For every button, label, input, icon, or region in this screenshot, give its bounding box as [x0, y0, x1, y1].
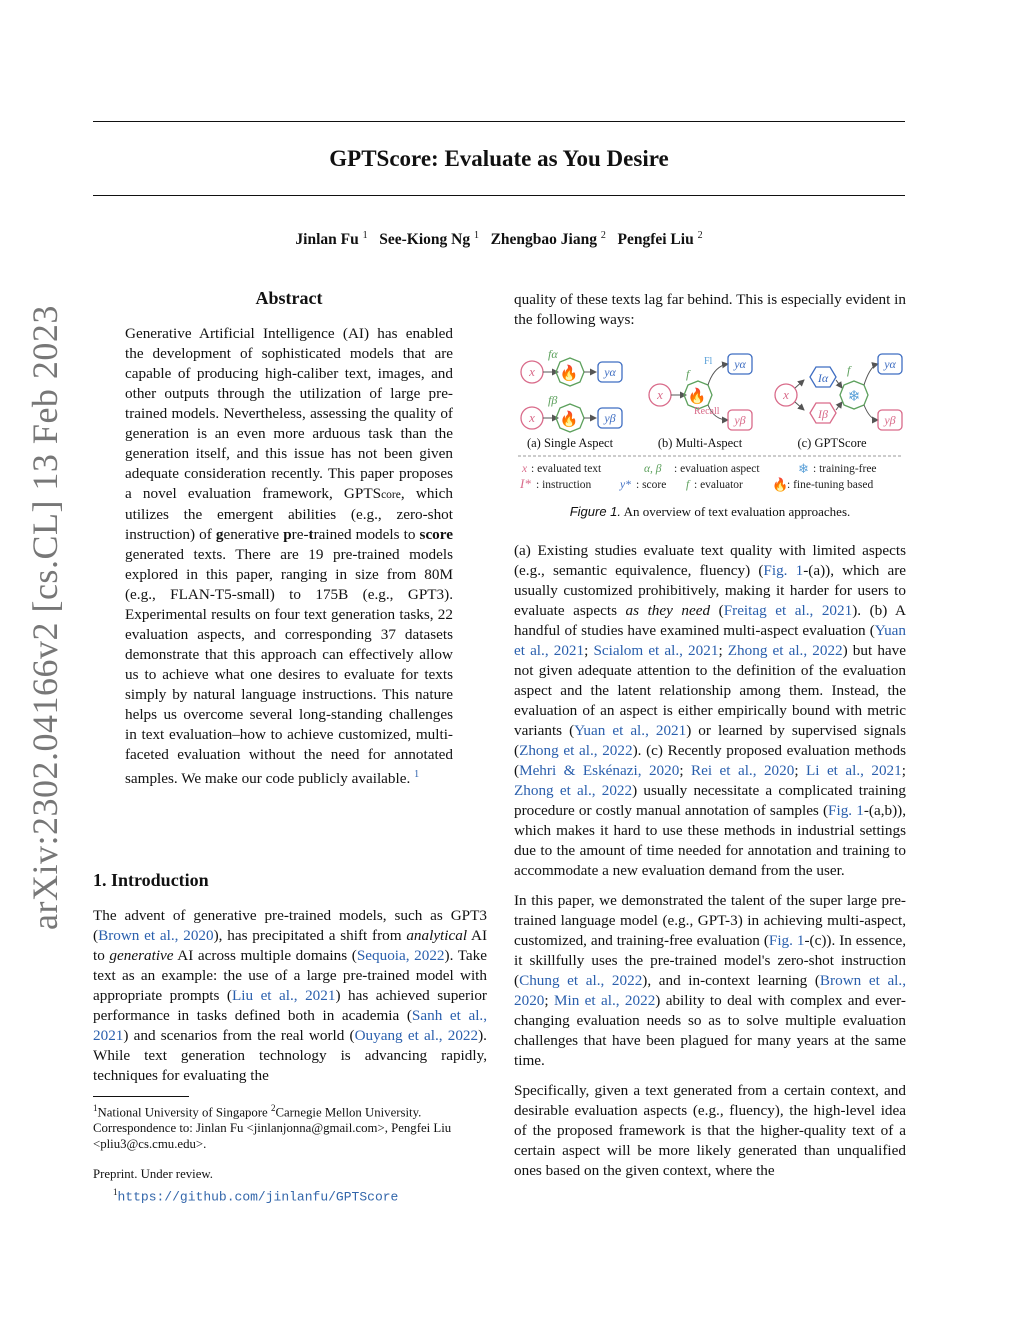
node-y-beta: yβ [604, 411, 616, 425]
node-x: x [529, 410, 535, 425]
legend-f-label: : evaluator [694, 479, 743, 491]
citation-link[interactable]: Zhong et al., 2022 [519, 742, 633, 759]
author-name: Pengfei Liu [617, 231, 694, 249]
footnote-link[interactable]: 1 [414, 769, 420, 780]
abstract-text: , which utilizes the emergent abilities (e.g., zero-shot instruction) of [125, 485, 453, 543]
body-text: In this paper, we demonstrated the talent of the super large pre-trained language model (e.g., GPT-3) in achieving multi-aspect, customized, and training-free evaluation ( [514, 892, 906, 949]
body-text: ). (c) Recently proposed evaluation methods ( [514, 742, 906, 779]
citation-link[interactable]: Yuan et al., 2021 [514, 622, 906, 659]
node-x: x [529, 364, 535, 379]
legend-f-symbol: f [686, 479, 690, 491]
fire-icon: 🔥 [559, 412, 579, 428]
body-text: -(a,b)), which makes it hard to use these methods in industrial settings due to the amount of time needed for annotation and training to accommodate a new evaluation demand from the user. [514, 802, 907, 879]
author-name: See-Kiong Ng [379, 231, 471, 249]
citation-link[interactable]: Ouyang et al., 2022 [354, 1027, 479, 1044]
edge-label-recall: Recall [694, 406, 720, 417]
subcaption-single-aspect: (a) Single Aspect [526, 436, 614, 450]
author-name: Jinlan Fu [295, 231, 359, 249]
node-y-alpha: yα [734, 357, 746, 371]
citation-link[interactable]: Liu et al., 2021 [231, 987, 336, 1004]
panel-single-aspect [521, 347, 622, 450]
body-text: ; [544, 992, 554, 1009]
body-text: -(a)), which are usually customized prohibitively, making it harder for users to evaluate aspects [514, 562, 906, 619]
title-top-rule [93, 121, 905, 122]
intro-text: AI across multiple domains ( [173, 947, 357, 964]
body-italic: as they need [625, 602, 711, 619]
node-f-beta: fβ [548, 393, 558, 407]
footnote-mark: 2 [270, 1103, 276, 1113]
citation-link[interactable]: Sanh et al., 2021 [93, 1007, 488, 1044]
node-i-beta: Iβ [818, 407, 828, 421]
legend-ab-symbol: α, β [644, 463, 662, 475]
citation-link[interactable]: Freitag et al., 2021 [723, 602, 853, 619]
citation-link[interactable]: Chung et al., 2022 [519, 972, 643, 989]
abstract-body [125, 324, 453, 789]
body-text: (a) Existing studies evaluate text quality with limited aspects (e.g., semantic equivalence, fluency) ( [514, 542, 906, 579]
figure-1 [514, 340, 906, 498]
body-text: ) usually necessitate a complicated training procedure or costly manual annotation of samples ( [514, 782, 906, 819]
legend-i-symbol: I* [520, 476, 531, 491]
node-x: x [657, 387, 663, 402]
intro-text: ) and scenarios from the real world ( [123, 1027, 355, 1044]
body-text: ) but have not given adequate attention to the definition of the evaluation aspect and the latent relationship among them. Instead, the evaluation of an aspect is either empirically bound with metric variants ( [514, 642, 906, 739]
body-text: ; [718, 642, 728, 659]
figure-link[interactable]: Fig. 1 [768, 932, 805, 949]
code-url-link[interactable]: https://github.com/jinlanfu/GPTScore [117, 1189, 399, 1205]
citation-link[interactable]: Zhong et al., 2022 [514, 782, 633, 799]
body-text: ; [584, 642, 594, 659]
abstract-text: Generative Artificial Intelligence (AI) has enabled the development of sophisticated models that are capable of producing high-caliber text, images, and other outputs through the utilization of large pre-trained models. Nevertheless, assessing the quality of generation is an even more arduous task than the generation itself, and this issue has not been given adequate consideration recently. This paper proposes a novel evaluation framework, GPTS [125, 325, 453, 502]
citation-link[interactable]: Scialom et al., 2021 [593, 642, 719, 659]
node-y-alpha: yα [884, 357, 896, 371]
subcaption-gptscore: (c) GPTScore [797, 436, 867, 450]
intro-text: ). While text generation technology is advancing rapidly, techniques for evaluating the [93, 1027, 487, 1084]
figure-caption-label: Figure 1. [569, 504, 622, 519]
fire-icon: 🔥 [559, 366, 579, 382]
body-text: ), and in-context learning ( [642, 972, 820, 989]
footnote-rule [93, 1096, 189, 1097]
abstract-heading: Abstract [255, 288, 323, 308]
figure-legend [519, 461, 877, 492]
fire-icon: 🔥 [687, 389, 707, 405]
legend-ft-label: : fine-tuning based [787, 479, 874, 491]
footnote-affiliations [93, 1100, 487, 1152]
node-y-alpha: yα [604, 365, 616, 379]
legend-ab-label: : evaluation aspect [674, 463, 760, 475]
legend-tf-label: : training-free [813, 463, 877, 475]
abstract-smallcaps: core [381, 489, 401, 501]
node-y-beta: yβ [734, 413, 746, 427]
node-x: x [783, 387, 789, 402]
intro-text: The advent of generative pre-trained models, such as GPT3 ( [93, 907, 487, 944]
body-text: ; [679, 762, 691, 779]
legend-y-symbol: y* [620, 479, 631, 491]
citation-link[interactable]: Min et al., 2022 [553, 992, 656, 1009]
body-text: -(c)). In essence, it skillfully uses the pre-trained model's zero-shot instruction ( [514, 932, 906, 989]
legend-y-label: : score [636, 479, 667, 491]
author-name: Zhengbao Jiang [490, 231, 597, 249]
arxiv-identifier: arXiv:2302.04166v2 [cs.CL] 13 Feb 2023 [25, 305, 65, 930]
intro-text: ) has achieved superior performance in tasks defined both in academia ( [93, 987, 487, 1024]
snowflake-icon: ❄ [847, 389, 861, 405]
author-affiliation: 2 [600, 230, 606, 241]
body-text: ) or learned by supervised signals ( [514, 722, 906, 759]
citation-link[interactable]: Brown et al., 2020 [514, 972, 906, 1009]
intro-text: AI to [93, 927, 488, 964]
node-i-alpha: Iα [817, 371, 829, 385]
node-y-beta: yβ [884, 413, 896, 427]
citation-link[interactable]: Rei et al., 2020 [691, 762, 795, 779]
citation-link[interactable]: Li et al., 2021 [806, 762, 902, 779]
figure-caption [514, 504, 906, 520]
edge-label-fl: Fl [704, 356, 713, 367]
abstract-text: generated texts. There are 19 pre-trained models explored in this paper, ranging in size from 80M (e.g., FLAN-T5-small) to 175B (e.g., GPT3). Experimental results on four text generation tasks, 22 evaluation aspects, and corresponding 37 datasets demonstrate that this approach can effectively allow us to achieve what one desires to evaluate for texts simply by natural language instructions. This nature helps us overcome several long-standing challenges in text evaluation–how to achieve customized, multi-faceted evaluation without the need for annotated samples. We make our code publicly available. [125, 546, 453, 788]
right-column-top [514, 290, 906, 340]
footnote-text: National University of Singapore [97, 1105, 271, 1120]
footnote-mark: 1 [93, 1103, 98, 1113]
panel-multi-aspect [649, 354, 752, 450]
body-text: ) ability to deal with complex and ever-changing evaluation needs so as to solve multiple evaluation challenges that have been plagued for many years at the same time. [514, 992, 906, 1069]
intro-text: ). Take text as an example: the use of a large pre-trained model with appropriate prompts ( [93, 947, 487, 1004]
footnote-mark: 1 [113, 1187, 118, 1197]
section-heading-introduction: 1. Introduction [93, 870, 209, 890]
right-column-body [514, 541, 906, 1191]
figure-link[interactable]: Fig. 1 [828, 802, 864, 819]
paragraph: Specifically, given a text generated from a certain context, and desirable evaluation aspects (e.g., fluency), the high-level idea of the proposed framework is that the higher-quality text of a certain aspect will be more likely generated than unqualified ones based on the given context, where the [514, 1082, 906, 1179]
footnote-correspondence: Correspondence to: Jinlan Fu <jinlanjonna@gmail.com>, Pengfei Liu <pliu3@cs.cmu.edu>. [93, 1121, 452, 1152]
paragraph [514, 891, 906, 1071]
title-bottom-rule [93, 195, 905, 196]
abstract-bold: score [419, 526, 453, 543]
snowflake-icon: ❄ [798, 461, 809, 476]
intro-paragraph [93, 906, 487, 1086]
subcaption-multi-aspect: (b) Multi-Aspect [657, 436, 743, 450]
citation-link[interactable]: Sequoia, 2022 [356, 947, 445, 964]
fire-icon: 🔥 [772, 477, 789, 492]
paper-title: GPTScore: Evaluate as You Desire [329, 146, 669, 171]
paragraph: quality of these texts lag far behind. This is especially evident in the following ways: [514, 291, 906, 328]
legend-x-symbol: x [522, 463, 528, 475]
author-list [93, 230, 905, 249]
node-f-alpha: fα [548, 347, 558, 361]
abstract-bold: g [215, 526, 224, 543]
abstract-text: rained models to [313, 526, 420, 543]
footnote-text: Carnegie Mellon University. [275, 1105, 422, 1120]
body-text: ). (b) A handful of studies have examined multi-aspect evaluation ( [514, 602, 906, 639]
intro-italic: analytical [406, 927, 468, 944]
panel-gptscore [775, 354, 902, 450]
legend-i-label: : instruction [536, 479, 592, 491]
author-affiliation: 2 [697, 230, 703, 241]
abstract-bold: p [283, 526, 292, 543]
author-affiliation: 1 [362, 230, 368, 241]
citation-link[interactable]: Mehri & Eskénazi, 2020 [519, 762, 680, 779]
citation-link[interactable]: Zhong et al., 2022 [727, 642, 843, 659]
figure-caption-text: An overview of text evaluation approaches. [621, 504, 851, 519]
node-f: f [686, 367, 690, 381]
node-f: f [847, 363, 851, 377]
footnote-code [113, 1184, 507, 1205]
body-text: ( [710, 602, 724, 619]
abstract-text: enerative [223, 526, 284, 543]
intro-italic: generative [109, 947, 174, 964]
intro-text: ), has precipitated a shift from [213, 927, 407, 944]
paragraph [514, 541, 906, 881]
body-text: ; [901, 762, 906, 779]
footnote-preprint: Preprint. Under review. [93, 1167, 213, 1181]
legend-x-label: : evaluated text [531, 463, 602, 475]
citation-link[interactable]: Brown et al., 2020 [98, 927, 214, 944]
body-text: ; [794, 762, 806, 779]
abstract-bold: t [308, 526, 314, 543]
author-affiliation: 1 [473, 230, 479, 241]
abstract-text: re- [291, 526, 309, 543]
figure-link[interactable]: Fig. 1 [763, 562, 804, 579]
citation-link[interactable]: Yuan et al., 2021 [574, 722, 687, 739]
